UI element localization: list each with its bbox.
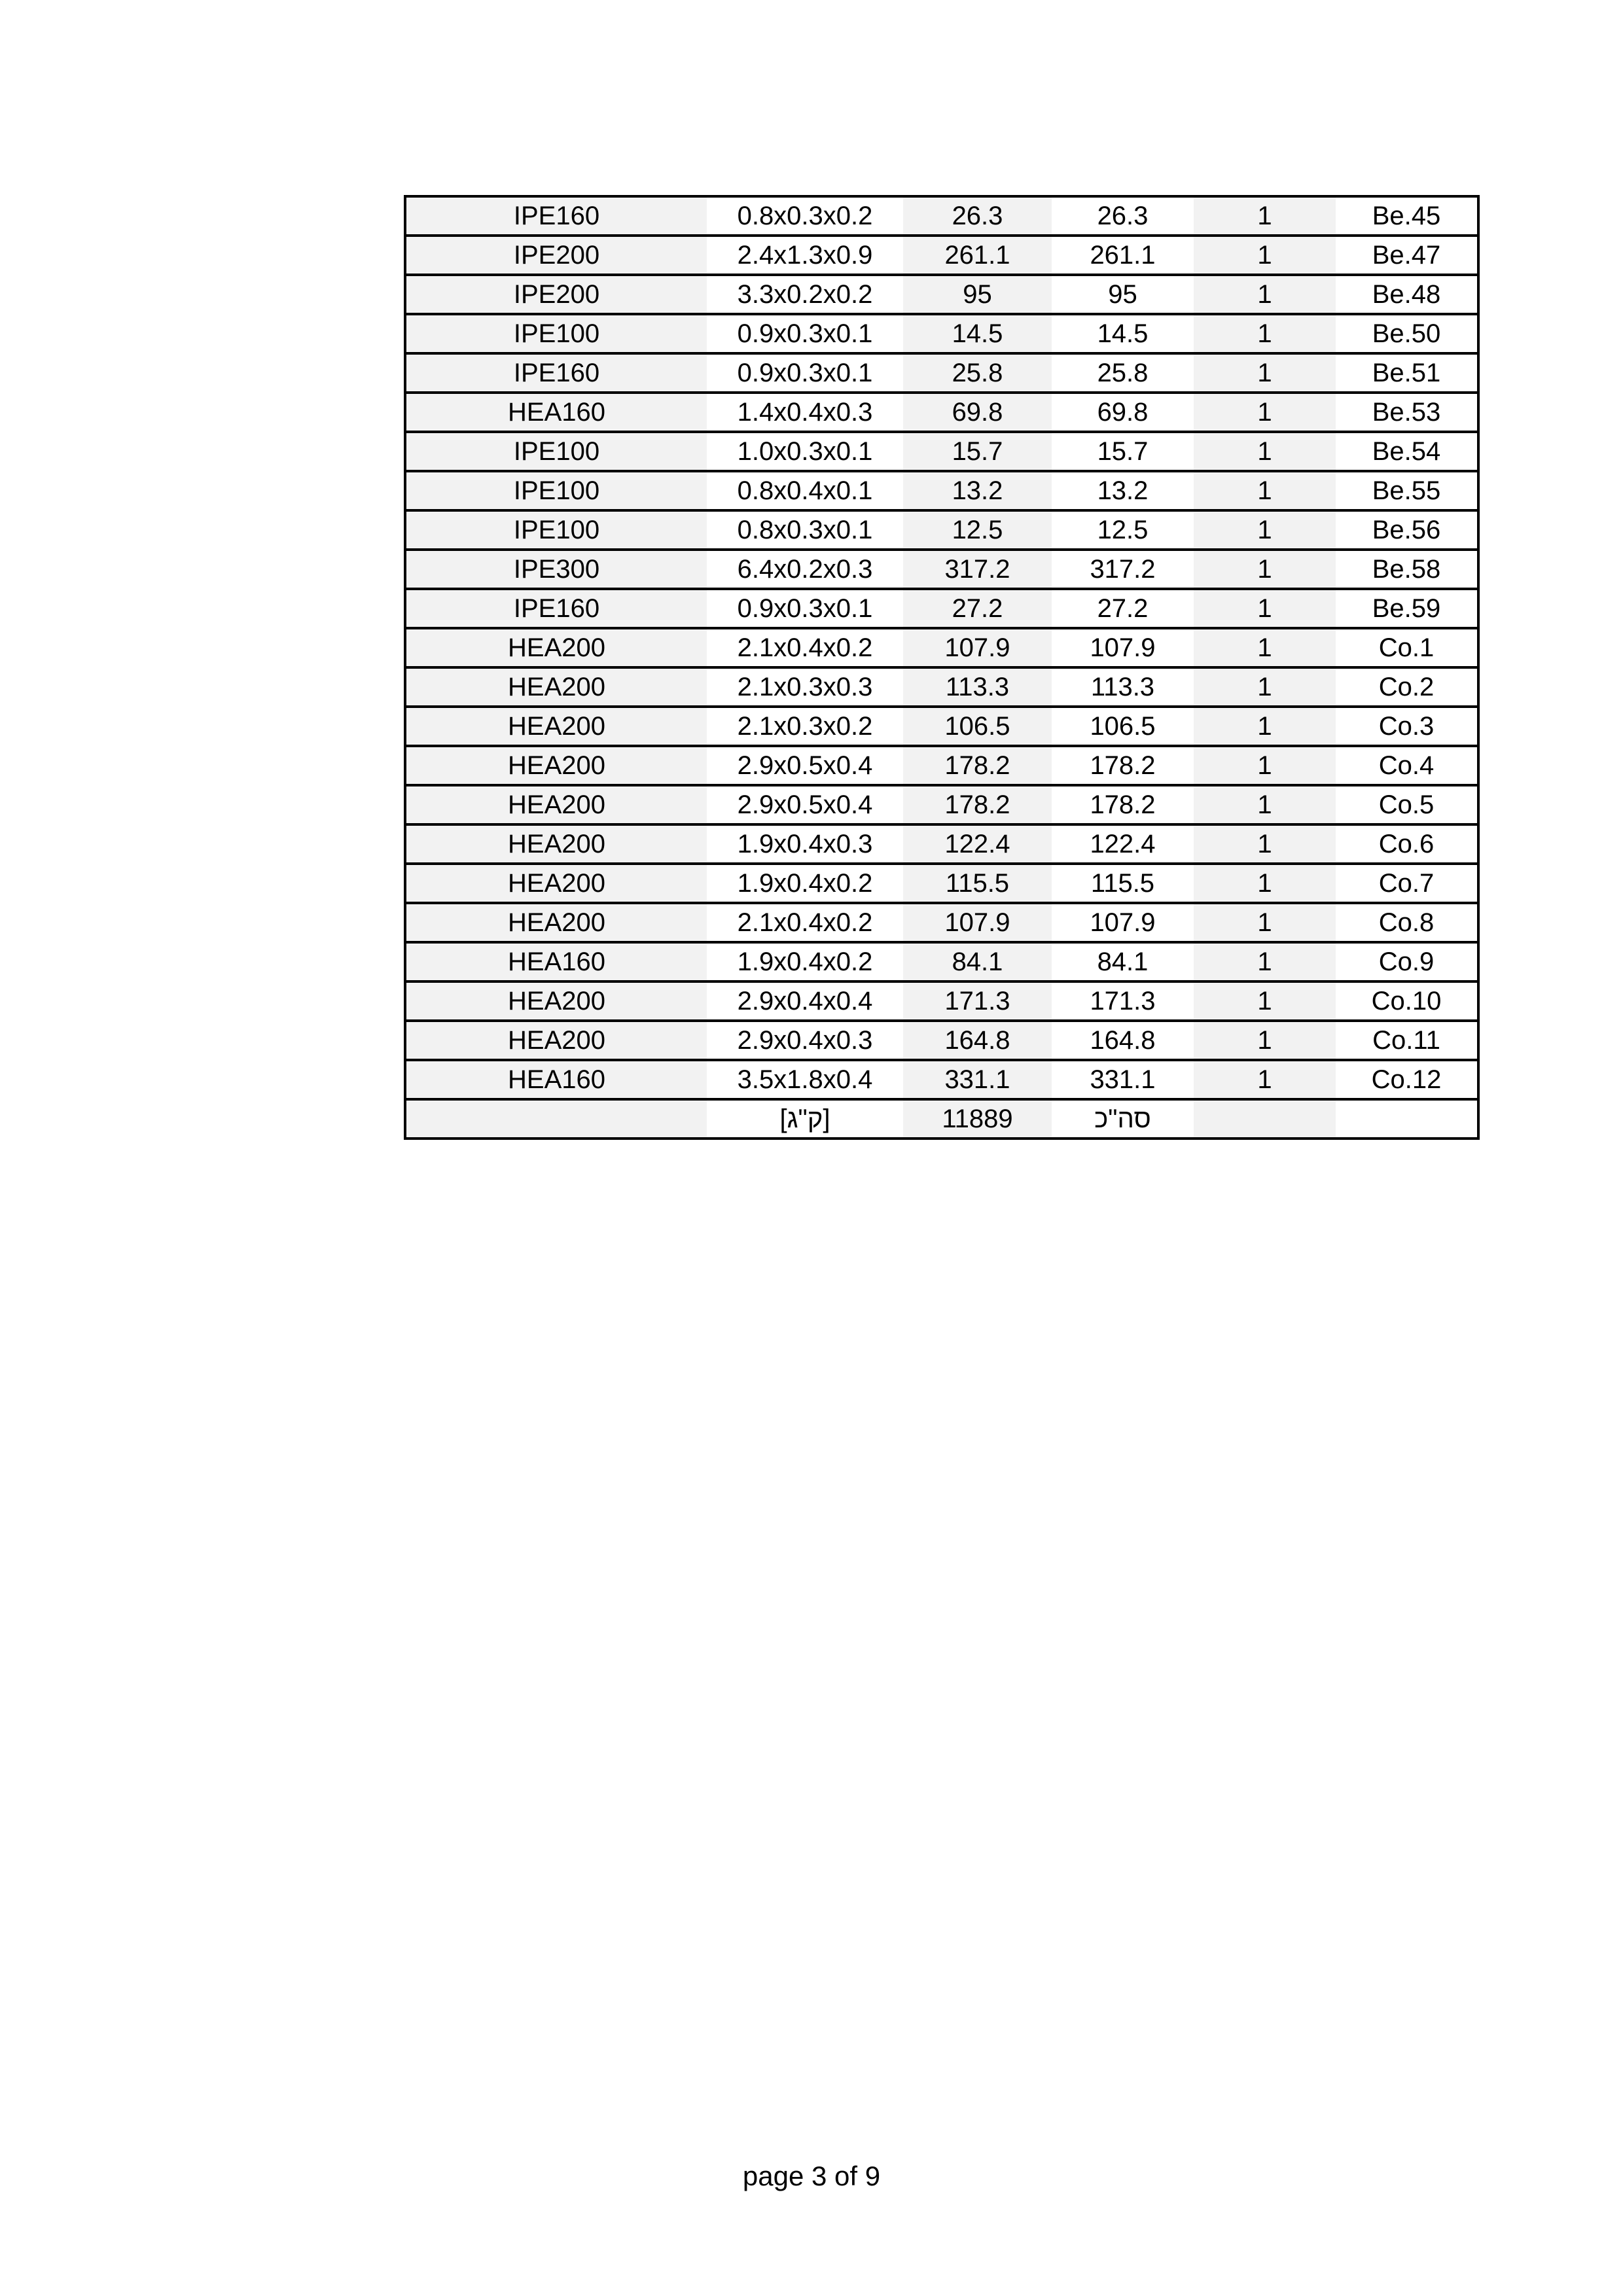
profile-cell: IPE200	[405, 236, 707, 275]
dimensions-cell: 2.9x0.4x0.3	[707, 1021, 903, 1060]
table-row	[405, 785, 1478, 824]
quantity-cell: 1	[1194, 942, 1336, 981]
dimensions-cell: 2.1x0.4x0.2	[707, 628, 903, 667]
dimensions-cell: 2.4x1.3x0.9	[707, 236, 903, 275]
element-id-cell: Be.59	[1336, 589, 1478, 628]
table-row	[405, 353, 1478, 393]
profile-cell: HEA160	[405, 1060, 707, 1099]
profile-cell: HEA200	[405, 628, 707, 667]
quantity-cell: 1	[1194, 275, 1336, 314]
element-id-cell: Co.3	[1336, 707, 1478, 746]
element-id-cell: Be.48	[1336, 275, 1478, 314]
dimensions-cell: 2.1x0.3x0.2	[707, 707, 903, 746]
table-row	[405, 628, 1478, 667]
table-row	[405, 510, 1478, 550]
quantity-cell: 1	[1194, 785, 1336, 824]
table-row	[405, 432, 1478, 471]
element-id-cell: Co.4	[1336, 746, 1478, 785]
table-body	[405, 196, 1478, 1139]
weight-cell: 106.5	[903, 707, 1052, 746]
element-id-cell: Be.45	[1336, 196, 1478, 236]
summary-total-value-text: 11889	[942, 1104, 1013, 1133]
element-id-cell: Be.56	[1336, 510, 1478, 550]
total-weight-cell: 25.8	[1052, 353, 1194, 393]
dimensions-cell: 2.1x0.3x0.3	[707, 667, 903, 707]
profile-cell: IPE100	[405, 471, 707, 510]
summary-total-label-text: סה"כ	[1094, 1104, 1151, 1133]
quantity-cell: 1	[1194, 667, 1336, 707]
dimensions-cell: 2.1x0.4x0.2	[707, 903, 903, 942]
dimensions-cell: 2.9x0.4x0.4	[707, 981, 903, 1021]
total-weight-cell: 122.4	[1052, 824, 1194, 864]
table-row	[405, 903, 1478, 942]
profile-cell: HEA160	[405, 393, 707, 432]
profile-cell: HEA200	[405, 746, 707, 785]
total-weight-cell: 12.5	[1052, 510, 1194, 550]
total-weight-cell: 171.3	[1052, 981, 1194, 1021]
profile-cell: HEA200	[405, 981, 707, 1021]
weight-cell: 12.5	[903, 510, 1052, 550]
dimensions-cell: 0.8x0.3x0.2	[707, 196, 903, 236]
quantity-cell: 1	[1194, 550, 1336, 589]
total-weight-cell: 115.5	[1052, 864, 1194, 903]
quantity-cell: 1	[1194, 196, 1336, 236]
element-id-cell: Co.5	[1336, 785, 1478, 824]
total-weight-cell: 95	[1052, 275, 1194, 314]
quantity-cell: 1	[1194, 903, 1336, 942]
table-row	[405, 236, 1478, 275]
dimensions-cell: 1.9x0.4x0.2	[707, 942, 903, 981]
element-id-cell: Co.10	[1336, 981, 1478, 1021]
weight-cell: 14.5	[903, 314, 1052, 353]
table-row	[405, 981, 1478, 1021]
quantity-cell: 1	[1194, 1021, 1336, 1060]
table-row	[405, 589, 1478, 628]
weight-cell: 13.2	[903, 471, 1052, 510]
profile-cell: HEA200	[405, 707, 707, 746]
weight-cell: 178.2	[903, 785, 1052, 824]
dimensions-cell: 1.9x0.4x0.2	[707, 864, 903, 903]
weight-cell: 84.1	[903, 942, 1052, 981]
element-id-cell: Be.53	[1336, 393, 1478, 432]
element-id-cell: Co.2	[1336, 667, 1478, 707]
total-weight-cell: 106.5	[1052, 707, 1194, 746]
weight-cell: 95	[903, 275, 1052, 314]
quantity-cell: 1	[1194, 864, 1336, 903]
quantity-cell: 1	[1194, 1060, 1336, 1099]
element-id-cell: Co.8	[1336, 903, 1478, 942]
weight-cell: 178.2	[903, 746, 1052, 785]
quantity-cell: 1	[1194, 236, 1336, 275]
total-weight-cell: 178.2	[1052, 746, 1194, 785]
weight-cell: 331.1	[903, 1060, 1052, 1099]
quantity-cell: 1	[1194, 589, 1336, 628]
table-row	[405, 471, 1478, 510]
profile-cell: IPE100	[405, 510, 707, 550]
summary-total-label	[1052, 1099, 1194, 1139]
profile-cell: HEA200	[405, 824, 707, 864]
quantity-cell: 1	[1194, 981, 1336, 1021]
summary-unit-label	[707, 1099, 903, 1139]
dimensions-cell: 2.9x0.5x0.4	[707, 785, 903, 824]
weight-cell: 107.9	[903, 903, 1052, 942]
table-row	[405, 707, 1478, 746]
element-id-cell: Be.54	[1336, 432, 1478, 471]
quantity-cell: 1	[1194, 628, 1336, 667]
weight-cell: 115.5	[903, 864, 1052, 903]
dimensions-cell: 1.9x0.4x0.3	[707, 824, 903, 864]
weight-cell: 164.8	[903, 1021, 1052, 1060]
total-weight-cell: 13.2	[1052, 471, 1194, 510]
quantity-cell: 1	[1194, 314, 1336, 353]
summary-empty-cell	[405, 1099, 707, 1139]
table-row	[405, 1021, 1478, 1060]
dimensions-cell: 3.3x0.2x0.2	[707, 275, 903, 314]
element-id-cell: Be.51	[1336, 353, 1478, 393]
profile-cell: IPE100	[405, 432, 707, 471]
profile-cell: IPE300	[405, 550, 707, 589]
quantity-cell: 1	[1194, 353, 1336, 393]
table-row	[405, 824, 1478, 864]
table-row	[405, 275, 1478, 314]
dimensions-cell: 0.9x0.3x0.1	[707, 353, 903, 393]
total-weight-cell: 107.9	[1052, 903, 1194, 942]
total-weight-cell: 113.3	[1052, 667, 1194, 707]
element-id-cell: Be.47	[1336, 236, 1478, 275]
total-weight-cell: 107.9	[1052, 628, 1194, 667]
weights-table	[404, 195, 1480, 1140]
profile-cell: IPE100	[405, 314, 707, 353]
weight-cell: 113.3	[903, 667, 1052, 707]
profile-cell: HEA200	[405, 785, 707, 824]
table-row	[405, 393, 1478, 432]
quantity-cell: 1	[1194, 746, 1336, 785]
total-weight-cell: 164.8	[1052, 1021, 1194, 1060]
weight-cell: 171.3	[903, 981, 1052, 1021]
dimensions-cell: 0.8x0.4x0.1	[707, 471, 903, 510]
profile-cell: HEA200	[405, 864, 707, 903]
element-id-cell: Be.58	[1336, 550, 1478, 589]
element-id-cell: Co.9	[1336, 942, 1478, 981]
profile-cell: IPE160	[405, 353, 707, 393]
summary-unit-label-text: [ק"ג]	[779, 1104, 830, 1133]
profile-cell: IPE160	[405, 196, 707, 236]
quantity-cell: 1	[1194, 432, 1336, 471]
weight-cell: 26.3	[903, 196, 1052, 236]
table-row	[405, 314, 1478, 353]
weight-cell: 317.2	[903, 550, 1052, 589]
dimensions-cell: 0.8x0.3x0.1	[707, 510, 903, 550]
quantity-cell: 1	[1194, 393, 1336, 432]
weight-cell: 122.4	[903, 824, 1052, 864]
dimensions-cell: 0.9x0.3x0.1	[707, 314, 903, 353]
element-id-cell: Co.11	[1336, 1021, 1478, 1060]
total-weight-cell: 26.3	[1052, 196, 1194, 236]
dimensions-cell: 2.9x0.5x0.4	[707, 746, 903, 785]
profile-cell: HEA200	[405, 1021, 707, 1060]
element-id-cell: Be.50	[1336, 314, 1478, 353]
profile-cell: HEA160	[405, 942, 707, 981]
total-weight-cell: 178.2	[1052, 785, 1194, 824]
table-row	[405, 1060, 1478, 1099]
total-weight-cell: 84.1	[1052, 942, 1194, 981]
profile-cell: IPE160	[405, 589, 707, 628]
dimensions-cell: 1.4x0.4x0.3	[707, 393, 903, 432]
weight-cell: 69.8	[903, 393, 1052, 432]
table-row	[405, 942, 1478, 981]
weight-cell: 15.7	[903, 432, 1052, 471]
page-number: page 3 of 9	[742, 2161, 881, 2191]
total-weight-cell: 261.1	[1052, 236, 1194, 275]
table-row	[405, 864, 1478, 903]
dimensions-cell: 6.4x0.2x0.3	[707, 550, 903, 589]
summary-total-value	[903, 1099, 1052, 1139]
profile-cell: HEA200	[405, 667, 707, 707]
quantity-cell: 1	[1194, 707, 1336, 746]
table-row	[405, 746, 1478, 785]
total-weight-cell: 14.5	[1052, 314, 1194, 353]
element-id-cell: Co.6	[1336, 824, 1478, 864]
element-id-cell: Be.55	[1336, 471, 1478, 510]
element-id-cell: Co.1	[1336, 628, 1478, 667]
table-row	[405, 667, 1478, 707]
weight-cell: 27.2	[903, 589, 1052, 628]
summary-empty-cell	[1194, 1099, 1336, 1139]
profile-cell: HEA200	[405, 903, 707, 942]
profile-cell: IPE200	[405, 275, 707, 314]
total-weight-cell: 317.2	[1052, 550, 1194, 589]
table-row	[405, 550, 1478, 589]
summary-empty-cell	[1336, 1099, 1478, 1139]
total-weight-cell: 27.2	[1052, 589, 1194, 628]
table-row	[405, 196, 1478, 236]
quantity-cell: 1	[1194, 471, 1336, 510]
weight-cell: 107.9	[903, 628, 1052, 667]
dimensions-cell: 1.0x0.3x0.1	[707, 432, 903, 471]
total-weight-cell: 331.1	[1052, 1060, 1194, 1099]
element-id-cell: Co.12	[1336, 1060, 1478, 1099]
weight-cell: 261.1	[903, 236, 1052, 275]
quantity-cell: 1	[1194, 510, 1336, 550]
total-weight-cell: 15.7	[1052, 432, 1194, 471]
dimensions-cell: 0.9x0.3x0.1	[707, 589, 903, 628]
dimensions-cell: 3.5x1.8x0.4	[707, 1060, 903, 1099]
total-weight-cell: 69.8	[1052, 393, 1194, 432]
quantity-cell: 1	[1194, 824, 1336, 864]
weight-cell: 25.8	[903, 353, 1052, 393]
summary-row	[405, 1099, 1478, 1139]
element-id-cell: Co.7	[1336, 864, 1478, 903]
